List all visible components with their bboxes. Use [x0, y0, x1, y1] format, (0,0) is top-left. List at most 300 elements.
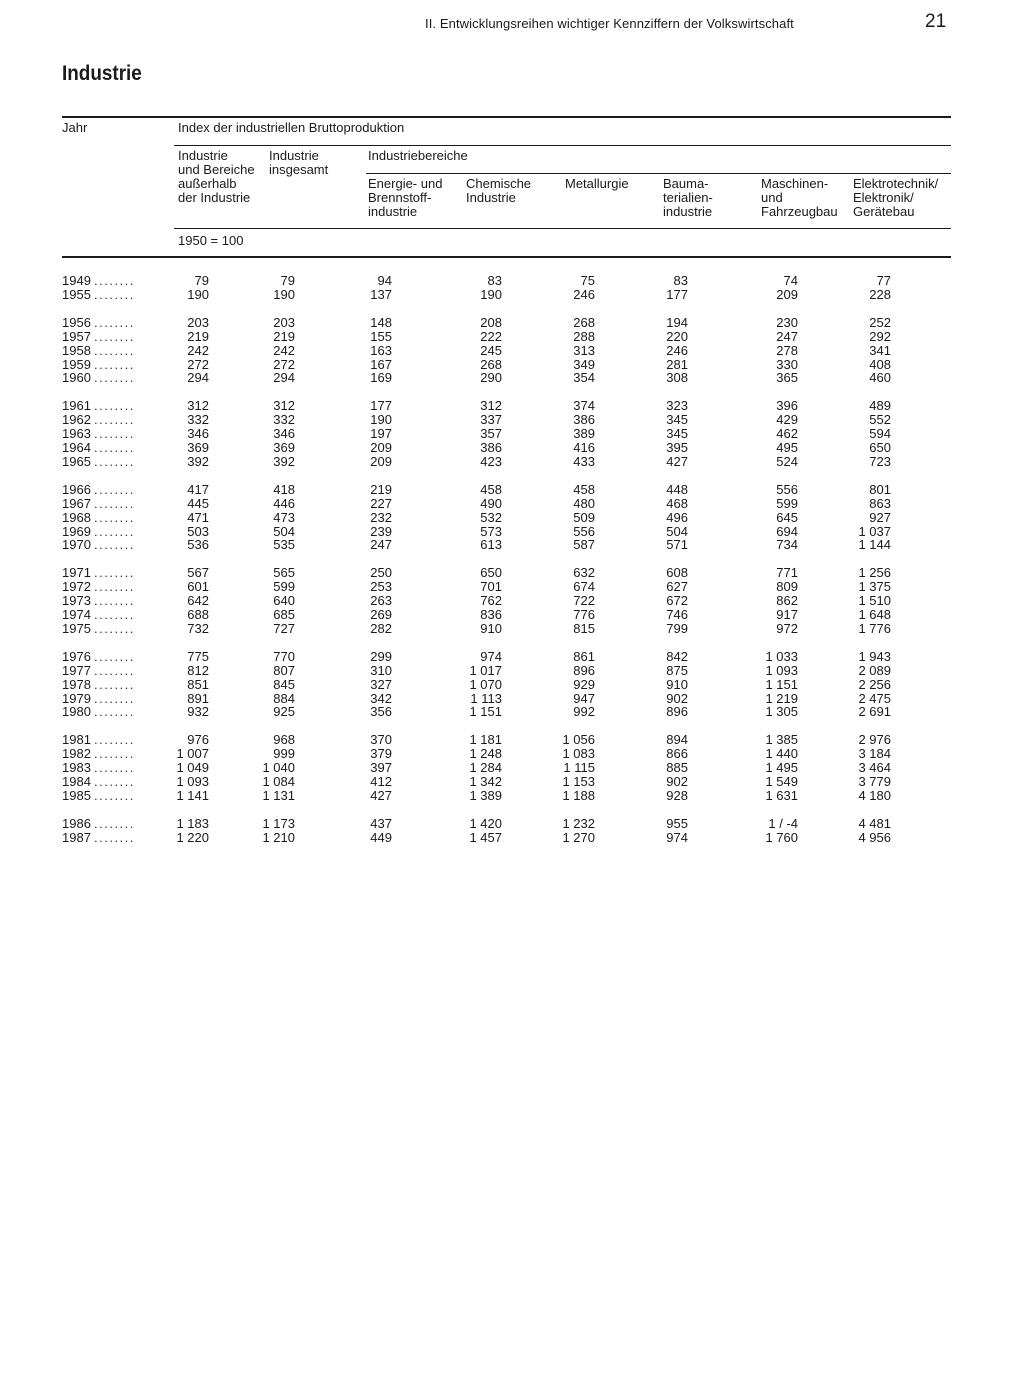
cell-value: 556	[776, 481, 798, 497]
cell-value: 650	[869, 440, 891, 455]
cell-value: 2 976	[858, 732, 891, 748]
cell-value: 278	[776, 342, 798, 358]
table-row	[0, 399, 1024, 413]
cell-value: 674	[573, 579, 595, 595]
table-row	[0, 288, 1024, 302]
table-row	[0, 413, 1024, 427]
leader-dots: ........	[94, 774, 135, 789]
col-header-industry-outside: Industrie und Bereiche außerhalb der Industrie	[178, 148, 255, 205]
cell-value: 74	[783, 273, 798, 288]
page-number: 21	[925, 11, 947, 32]
table-row	[0, 622, 1024, 636]
table-row	[0, 483, 1024, 497]
cell-value: 701	[480, 579, 502, 595]
cell-value: 288	[573, 328, 595, 344]
cell-value: 1 084	[262, 774, 295, 789]
cell-value: 239	[370, 523, 392, 539]
row-year: 1971	[62, 565, 91, 581]
cell-value: 386	[480, 440, 502, 455]
cell-value: 866	[666, 746, 688, 762]
cell-value: 1 510	[858, 593, 891, 609]
cell-value: 1 219	[765, 690, 798, 706]
leader-dots: ........	[94, 662, 135, 678]
table-row	[0, 761, 1024, 775]
cell-value: 2 089	[858, 662, 891, 678]
cell-value: 536	[187, 537, 209, 553]
table-row	[0, 441, 1024, 455]
cell-value: 471	[187, 509, 209, 525]
cell-value: 771	[776, 565, 798, 581]
row-year: 1983	[62, 760, 91, 776]
cell-value: 1 115	[563, 760, 595, 776]
row-year: 1962	[62, 412, 91, 428]
cell-value: 812	[187, 662, 209, 678]
cell-value: 875	[666, 662, 688, 678]
cell-value: 532	[480, 509, 502, 525]
cell-value: 1 131	[262, 787, 295, 803]
cell-value: 1 220	[176, 829, 209, 845]
row-year: 1979	[62, 690, 91, 706]
cell-value: 608	[666, 565, 688, 581]
cell-value: 489	[869, 398, 891, 414]
cell-value: 925	[273, 704, 295, 720]
leader-dots: ........	[94, 607, 135, 622]
cell-value: 194	[666, 314, 688, 330]
leader-dots: ........	[94, 370, 135, 386]
cell-value: 503	[187, 523, 209, 539]
cell-value: 650	[480, 565, 502, 581]
row-year: 1984	[62, 774, 91, 789]
cell-value: 349	[573, 356, 595, 372]
row-year: 1955	[62, 286, 91, 302]
cell-value: 851	[187, 676, 209, 692]
cell-value: 571	[666, 537, 688, 553]
table-row	[0, 371, 1024, 385]
cell-value: 1 248	[469, 746, 502, 762]
cell-value: 427	[370, 787, 392, 803]
cell-value: 79	[194, 273, 209, 288]
col-header-energy: Energie- und Brennstoff- industrie	[368, 176, 443, 219]
cell-value: 163	[370, 342, 392, 358]
cell-value: 1 943	[858, 648, 891, 664]
cell-value: 460	[869, 370, 891, 386]
cell-value: 1 056	[562, 732, 595, 748]
cell-value: 567	[187, 565, 209, 581]
cell-value: 433	[573, 453, 595, 469]
cell-value: 342	[370, 690, 392, 706]
cell-value: 427	[666, 453, 688, 469]
cell-value: 458	[480, 481, 502, 497]
row-year: 1961	[62, 398, 91, 414]
cell-value: 169	[370, 370, 392, 386]
cell-value: 746	[666, 607, 688, 622]
cell-value: 685	[273, 607, 295, 622]
table-row	[0, 594, 1024, 608]
cell-value: 203	[273, 314, 295, 330]
cell-value: 992	[573, 704, 595, 720]
row-year: 1982	[62, 746, 91, 762]
cell-value: 462	[776, 426, 798, 442]
table-row	[0, 733, 1024, 747]
cell-value: 1 549	[765, 774, 798, 789]
cell-value: 418	[273, 481, 295, 497]
leader-dots: ........	[94, 829, 135, 845]
leader-dots: ........	[94, 593, 135, 609]
cell-value: 246	[573, 286, 595, 302]
cell-value: 672	[666, 593, 688, 609]
cell-value: 1 017	[469, 662, 502, 678]
cell-value: 842	[666, 648, 688, 664]
cell-value: 1 342	[469, 774, 502, 789]
cell-value: 473	[273, 509, 295, 525]
cell-value: 292	[869, 328, 891, 344]
cell-value: 374	[573, 398, 595, 414]
table-row	[0, 455, 1024, 469]
table-row	[0, 538, 1024, 552]
cell-value: 263	[370, 593, 392, 609]
cell-value: 1 457	[469, 829, 502, 845]
cell-value: 917	[776, 607, 798, 622]
cell-value: 1 284	[469, 760, 502, 776]
cell-value: 245	[480, 342, 502, 358]
cell-value: 392	[273, 453, 295, 469]
cell-value: 252	[869, 314, 891, 330]
cell-value: 190	[480, 286, 502, 302]
cell-value: 247	[370, 537, 392, 553]
row-year: 1975	[62, 620, 91, 636]
cell-value: 1 776	[858, 620, 891, 636]
leader-dots: ........	[94, 523, 135, 539]
cell-value: 891	[187, 690, 209, 706]
row-year: 1973	[62, 593, 91, 609]
cell-value: 345	[666, 412, 688, 428]
table-row	[0, 525, 1024, 539]
cell-value: 1 144	[858, 537, 891, 553]
cell-value: 337	[480, 412, 502, 428]
cell-value: 1 760	[765, 829, 798, 845]
cell-value: 694	[776, 523, 798, 539]
cell-value: 1 375	[858, 579, 891, 595]
leader-dots: ........	[94, 509, 135, 525]
table-row	[0, 497, 1024, 511]
cell-value: 397	[370, 760, 392, 776]
cell-value: 446	[273, 495, 295, 511]
leader-dots: ........	[94, 481, 135, 497]
cell-value: 974	[666, 829, 688, 845]
col-header-metallurgy: Metallurgie	[565, 176, 629, 191]
cell-value: 632	[573, 565, 595, 581]
cell-value: 974	[480, 648, 502, 664]
cell-value: 1 495	[765, 760, 798, 776]
leader-dots: ........	[94, 440, 135, 455]
row-year: 1987	[62, 829, 91, 845]
leader-dots: ........	[94, 648, 135, 664]
cell-value: 412	[370, 774, 392, 789]
cell-value: 732	[187, 620, 209, 636]
table-row	[0, 705, 1024, 719]
cell-value: 894	[666, 732, 688, 748]
table-row	[0, 650, 1024, 664]
col-header-building-materials: Bauma- terialien- industrie	[663, 176, 713, 219]
cell-value: 389	[573, 426, 595, 442]
cell-value: 408	[869, 356, 891, 372]
page-title: Industrie	[62, 62, 142, 85]
cell-value: 776	[573, 607, 595, 622]
cell-value: 417	[187, 481, 209, 497]
cell-value: 357	[480, 426, 502, 442]
cell-value: 313	[573, 342, 595, 358]
cell-value: 863	[869, 495, 891, 511]
cell-value: 845	[273, 676, 295, 692]
cell-value: 327	[370, 676, 392, 692]
row-year: 1968	[62, 509, 91, 525]
cell-value: 762	[480, 593, 502, 609]
table-row	[0, 274, 1024, 288]
cell-value: 346	[187, 426, 209, 442]
cell-value: 294	[187, 370, 209, 386]
row-year: 1986	[62, 815, 91, 831]
cell-value: 807	[273, 662, 295, 678]
cell-value: 722	[573, 593, 595, 609]
cell-value: 896	[573, 662, 595, 678]
col-header-branches: Industriebereiche	[368, 148, 468, 163]
leader-dots: ........	[94, 760, 135, 776]
cell-value: 1 648	[858, 607, 891, 622]
cell-value: 2 475	[858, 690, 891, 706]
group-header-rule	[174, 145, 951, 146]
cell-value: 1 113	[470, 690, 502, 706]
cell-value: 601	[187, 579, 209, 595]
col-header-electrotechnics: Elektrotechnik/ Elektronik/ Gerätebau	[853, 176, 939, 219]
cell-value: 294	[273, 370, 295, 386]
cell-value: 3 464	[858, 760, 891, 776]
cell-value: 220	[666, 328, 688, 344]
cell-value: 246	[666, 342, 688, 358]
branches-header-rule	[366, 173, 951, 174]
cell-value: 392	[187, 453, 209, 469]
table-header-bottom-rule	[62, 256, 951, 258]
cell-value: 232	[370, 509, 392, 525]
leader-dots: ........	[94, 453, 135, 469]
row-year: 1980	[62, 704, 91, 720]
cell-value: 250	[370, 565, 392, 581]
cell-value: 599	[273, 579, 295, 595]
row-year: 1965	[62, 453, 91, 469]
cell-value: 148	[370, 314, 392, 330]
col-header-chemical: Chemische Industrie	[466, 176, 532, 205]
cell-value: 4 481	[858, 815, 891, 831]
cell-value: 1 188	[562, 787, 595, 803]
cell-value: 312	[187, 398, 209, 414]
cell-value: 312	[273, 398, 295, 414]
cell-value: 332	[187, 412, 209, 428]
cell-value: 177	[370, 398, 392, 414]
cell-value: 3 184	[858, 746, 891, 762]
cell-value: 437	[370, 815, 392, 831]
row-year: 1959	[62, 356, 91, 372]
cell-value: 627	[666, 579, 688, 595]
cell-value: 1 232	[562, 815, 595, 831]
leader-dots: ........	[94, 690, 135, 706]
leader-dots: ........	[94, 412, 135, 428]
cell-value: 2 256	[858, 676, 891, 692]
cell-value: 365	[776, 370, 798, 386]
cell-value: 77	[876, 273, 891, 288]
cell-value: 727	[273, 620, 295, 636]
cell-value: 640	[273, 593, 295, 609]
row-year: 1967	[62, 495, 91, 511]
leader-dots: ........	[94, 273, 135, 288]
table-row	[0, 344, 1024, 358]
cell-value: 1 070	[469, 676, 502, 692]
cell-value: 137	[370, 286, 392, 302]
leader-dots: ........	[94, 328, 135, 344]
table-row	[0, 608, 1024, 622]
leader-dots: ........	[94, 356, 135, 372]
cell-value: 323	[666, 398, 688, 414]
cell-value: 253	[370, 579, 392, 595]
cell-value: 862	[776, 593, 798, 609]
cell-value: 308	[666, 370, 688, 386]
cell-value: 219	[370, 481, 392, 497]
cell-value: 1 033	[765, 648, 798, 664]
cell-value: 190	[187, 286, 209, 302]
cell-value: 723	[869, 453, 891, 469]
table-row	[0, 831, 1024, 845]
base-year-note: 1950 = 100	[178, 233, 244, 248]
cell-value: 861	[573, 648, 595, 664]
table-row	[0, 775, 1024, 789]
cell-value: 83	[487, 273, 502, 288]
cell-value: 885	[666, 760, 688, 776]
cell-value: 490	[480, 495, 502, 511]
cell-value: 1 151	[469, 704, 502, 720]
leader-dots: ........	[94, 579, 135, 595]
row-year: 1978	[62, 676, 91, 692]
cell-value: 272	[273, 356, 295, 372]
cell-value: 480	[573, 495, 595, 511]
cell-value: 1 093	[176, 774, 209, 789]
cell-value: 1 305	[765, 704, 798, 720]
cell-value: 219	[273, 328, 295, 344]
leader-dots: ........	[94, 704, 135, 720]
cell-value: 290	[480, 370, 502, 386]
cell-value: 190	[370, 412, 392, 428]
cell-value: 770	[273, 648, 295, 664]
cell-value: 75	[580, 273, 595, 288]
row-year: 1966	[62, 481, 91, 497]
cell-value: 1 631	[765, 787, 798, 803]
cell-value: 310	[370, 662, 392, 678]
col-header-year: Jahr	[62, 120, 88, 135]
cell-value: 734	[776, 537, 798, 553]
table-row	[0, 330, 1024, 344]
running-header: II. Entwicklungsreihen wichtiger Kennziffern der Volkswirtschaft	[425, 16, 794, 31]
row-year: 1981	[62, 732, 91, 748]
cell-value: 155	[370, 328, 392, 344]
cell-value: 809	[776, 579, 798, 595]
table-row	[0, 427, 1024, 441]
table-row	[0, 664, 1024, 678]
table-top-rule	[62, 116, 951, 118]
table-row	[0, 316, 1024, 330]
cell-value: 688	[187, 607, 209, 622]
cell-value: 552	[869, 412, 891, 428]
row-year: 1970	[62, 537, 91, 553]
leader-dots: ........	[94, 314, 135, 330]
row-year: 1964	[62, 440, 91, 455]
cell-value: 395	[666, 440, 688, 455]
cell-value: 209	[370, 440, 392, 455]
col-header-group: Index der industriellen Bruttoproduktion	[178, 120, 405, 135]
table-row	[0, 580, 1024, 594]
col-header-machinery: Maschinen- und Fahrzeugbau	[761, 176, 838, 219]
cell-value: 429	[776, 412, 798, 428]
col-header-industry-total: Industrie insgesamt	[269, 148, 329, 177]
table-row	[0, 358, 1024, 372]
leader-dots: ........	[94, 495, 135, 511]
cell-value: 396	[776, 398, 798, 414]
cell-value: 2 691	[858, 704, 891, 720]
cell-value: 910	[480, 620, 502, 636]
cell-value: 1 040	[262, 760, 295, 776]
cell-value: 932	[187, 704, 209, 720]
cell-value: 976	[187, 732, 209, 748]
cell-value: 927	[869, 509, 891, 525]
leader-dots: ........	[94, 676, 135, 692]
cell-value: 999	[273, 746, 295, 762]
cell-value: 1 / -4	[768, 815, 798, 831]
cell-value: 884	[273, 690, 295, 706]
table-row	[0, 566, 1024, 580]
cell-value: 242	[187, 342, 209, 358]
cell-value: 222	[480, 328, 502, 344]
cell-value: 379	[370, 746, 392, 762]
cell-value: 445	[187, 495, 209, 511]
cell-value: 208	[480, 314, 502, 330]
leader-dots: ........	[94, 286, 135, 302]
cell-value: 947	[573, 690, 595, 706]
table-row	[0, 511, 1024, 525]
cell-value: 928	[666, 787, 688, 803]
cell-value: 1 007	[176, 746, 209, 762]
cell-value: 535	[273, 537, 295, 553]
cell-value: 1 049	[176, 760, 209, 776]
cell-value: 281	[666, 356, 688, 372]
cell-value: 815	[573, 620, 595, 636]
row-year: 1976	[62, 648, 91, 664]
cell-value: 209	[370, 453, 392, 469]
leader-dots: ........	[94, 787, 135, 803]
cell-value: 968	[273, 732, 295, 748]
row-year: 1974	[62, 607, 91, 622]
cell-value: 556	[573, 523, 595, 539]
cell-value: 242	[273, 342, 295, 358]
cell-value: 268	[480, 356, 502, 372]
cell-value: 929	[573, 676, 595, 692]
table-row	[0, 817, 1024, 831]
cell-value: 1 420	[469, 815, 502, 831]
cell-value: 524	[776, 453, 798, 469]
leader-dots: ........	[94, 565, 135, 581]
cell-value: 1 153	[562, 774, 595, 789]
cell-value: 799	[666, 620, 688, 636]
cell-value: 83	[673, 273, 688, 288]
row-year: 1977	[62, 662, 91, 678]
row-year: 1969	[62, 523, 91, 539]
cell-value: 599	[776, 495, 798, 511]
leader-dots: ........	[94, 342, 135, 358]
